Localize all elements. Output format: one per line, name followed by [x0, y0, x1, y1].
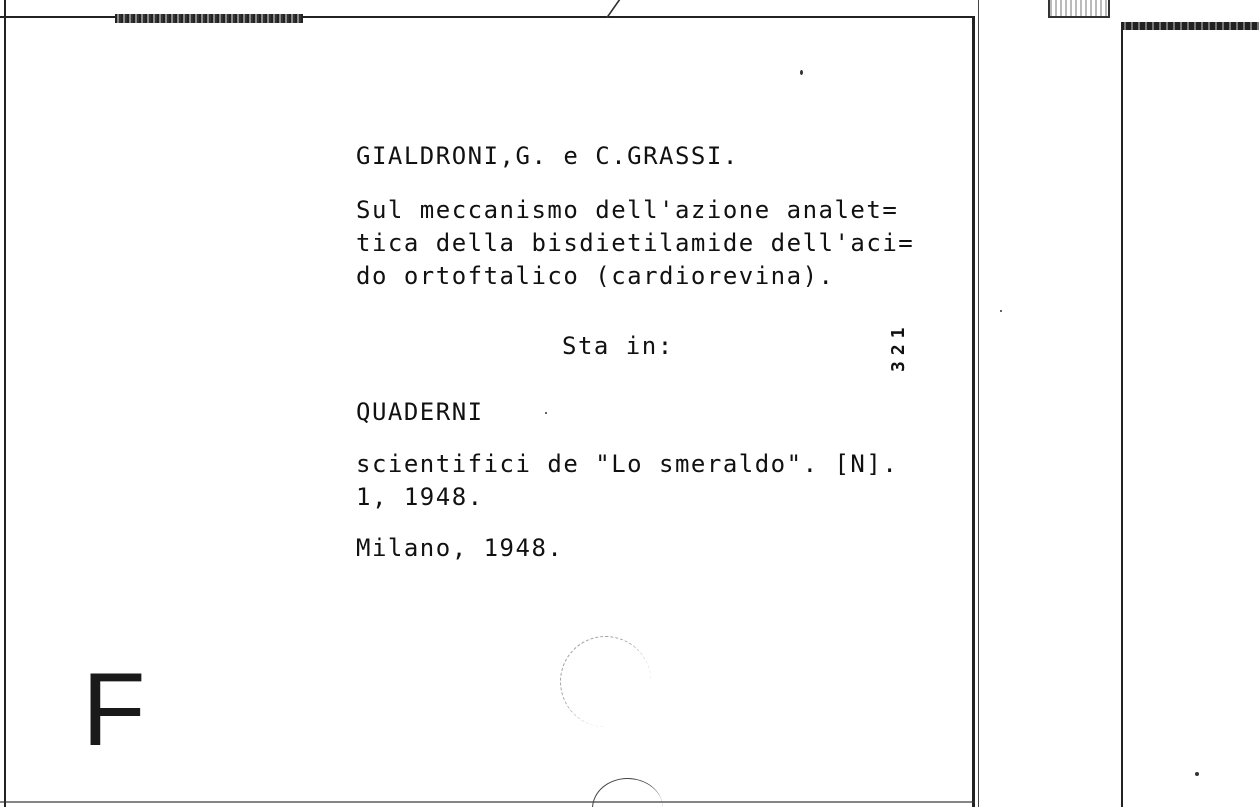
- series-line: scientifici de "Lo smeraldo". [N].: [356, 450, 899, 478]
- series-title: QUADERNI: [356, 398, 484, 426]
- series-details: [356, 448, 898, 514]
- catalog-letter: F: [82, 652, 146, 768]
- card-right-edge: [972, 16, 975, 807]
- card-bottom-edge: [0, 801, 975, 803]
- index-tab: [1048, 0, 1110, 18]
- adjacent-card-edge: [978, 0, 979, 807]
- scan-speck: [1195, 772, 1199, 776]
- card-top-label-strip: [115, 14, 303, 23]
- punch-hole-mark: [560, 636, 651, 727]
- scan-speck: [800, 70, 803, 75]
- card-author: GIALDRONI,G. e C.GRASSI.: [356, 142, 739, 170]
- scan-speck: [545, 412, 547, 414]
- title-line: tica della bisdietilamide dell'aci=: [356, 229, 915, 257]
- scan-speck: [1000, 310, 1002, 312]
- next-card-left-edge: [1121, 22, 1123, 807]
- card-left-edge: [4, 0, 6, 807]
- place-year: Milano, 1948.: [356, 534, 564, 562]
- shelf-number: 321: [888, 321, 909, 372]
- title-line: do ortoftalico (cardiorevina).: [356, 262, 835, 290]
- sta-in-label: Sta in:: [562, 332, 674, 360]
- card-title: [356, 194, 914, 293]
- title-line: Sul meccanismo dell'azione analet=: [356, 196, 899, 224]
- series-line: 1, 1948.: [356, 483, 484, 511]
- next-card-top-strip: [1121, 22, 1259, 30]
- punch-hole-mark-bottom: [592, 778, 663, 807]
